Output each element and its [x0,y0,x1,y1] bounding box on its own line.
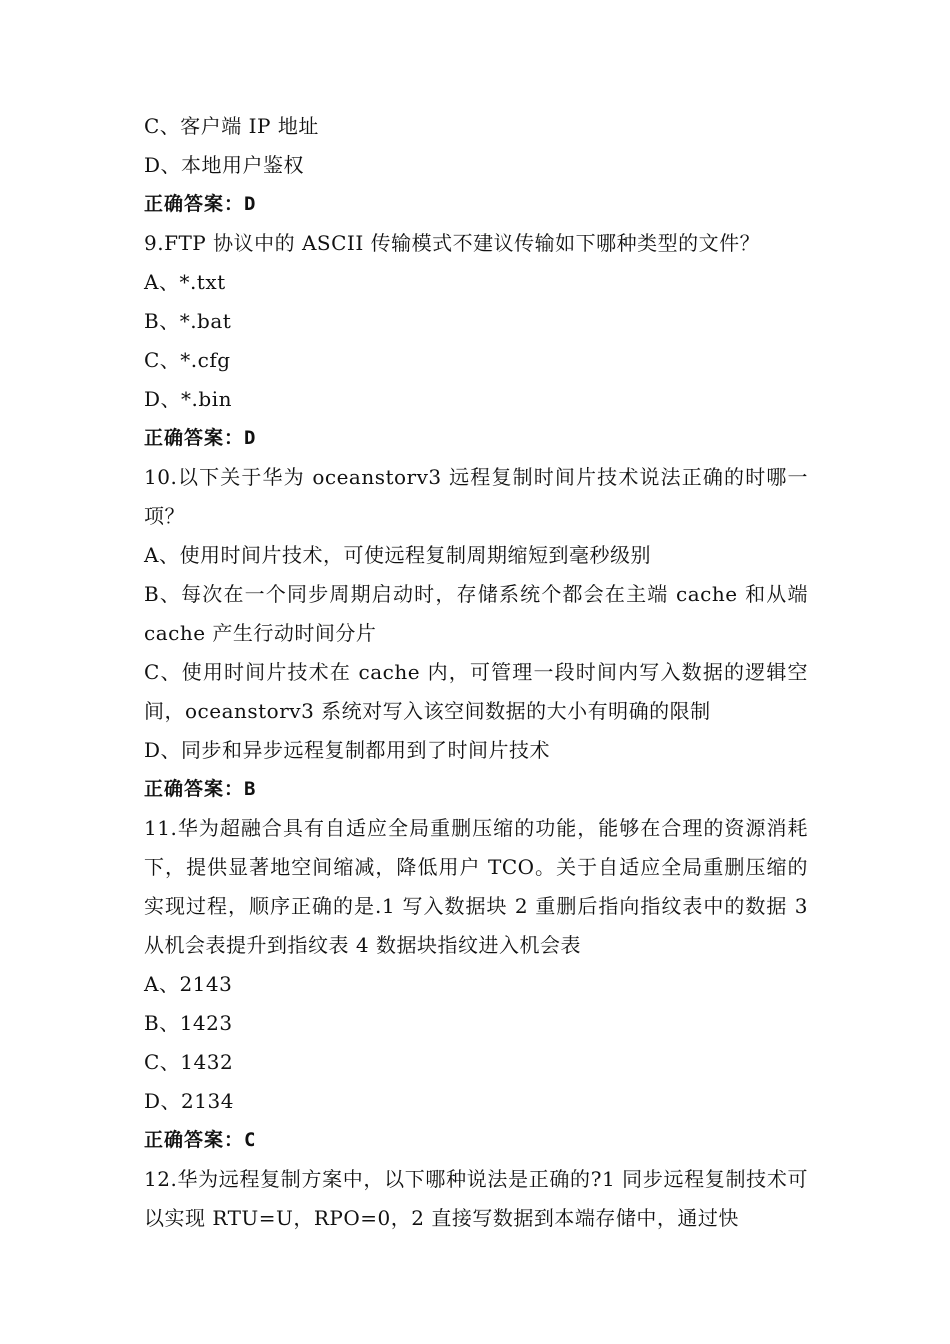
q11-option-a: A、2143 [144,972,233,996]
q9-option-b: B、*.bat [144,309,232,333]
q11-option-c: C、1432 [144,1050,234,1074]
q8-answer: 正确答案：D [144,193,257,215]
q12-question: 12.华为远程复制方案中，以下哪种说法是正确的?1 同步远程复制技术可以实现 RTU=U，RPO=0，2 直接写数据到本端存储中，通过快 [144,1167,808,1230]
q9-option-a: A、*.txt [144,270,226,294]
q10-option-b: B、每次在一个同步周期启动时，存储系统个都会在主端 cache 和从端 cache 产生行动时间分片 [144,582,808,645]
q11-answer: 正确答案：C [144,1129,257,1151]
q10-answer: 正确答案：B [144,778,257,800]
q11-option-d: D、2134 [144,1089,234,1113]
q10-option-d: D、同步和异步远程复制都用到了时间片技术 [144,738,551,762]
q11-option-b: B、1423 [144,1011,233,1035]
q8-option-d: D、本地用户鉴权 [144,153,305,177]
q9-question: 9.FTP 协议中的 ASCII 传输模式不建议传输如下哪种类型的文件？ [144,231,761,255]
question-list [144,107,808,1238]
q8-option-c: C、客户端 IP 地址 [144,114,319,138]
q10-option-a: A、使用时间片技术，可使远程复制周期缩短到毫秒级别 [144,543,651,567]
q9-answer: 正确答案：D [144,427,257,449]
q10-option-c: C、使用时间片技术在 cache 内，可管理一段时间内写入数据的逻辑空间，oceanstorv3 系统对写入该空间数据的大小有明确的限制 [144,660,808,723]
q9-option-c: C、*.cfg [144,348,231,372]
q10-question: 10.以下关于华为 oceanstorv3 远程复制时间片技术说法正确的时哪一项？ [144,465,808,528]
q11-question: 11.华为超融合具有自适应全局重删压缩的功能，能够在合理的资源消耗下，提供显著地空间缩减，降低用户 TCO。关于自适应全局重删压缩的实现过程，顺序正确的是.1 写入数据块 2 重删后指向指纹表中的数据 3 从机会表提升到指纹表 4 数据块指纹进入机会表 [144,816,808,957]
q9-option-d: D、*.bin [144,387,232,411]
